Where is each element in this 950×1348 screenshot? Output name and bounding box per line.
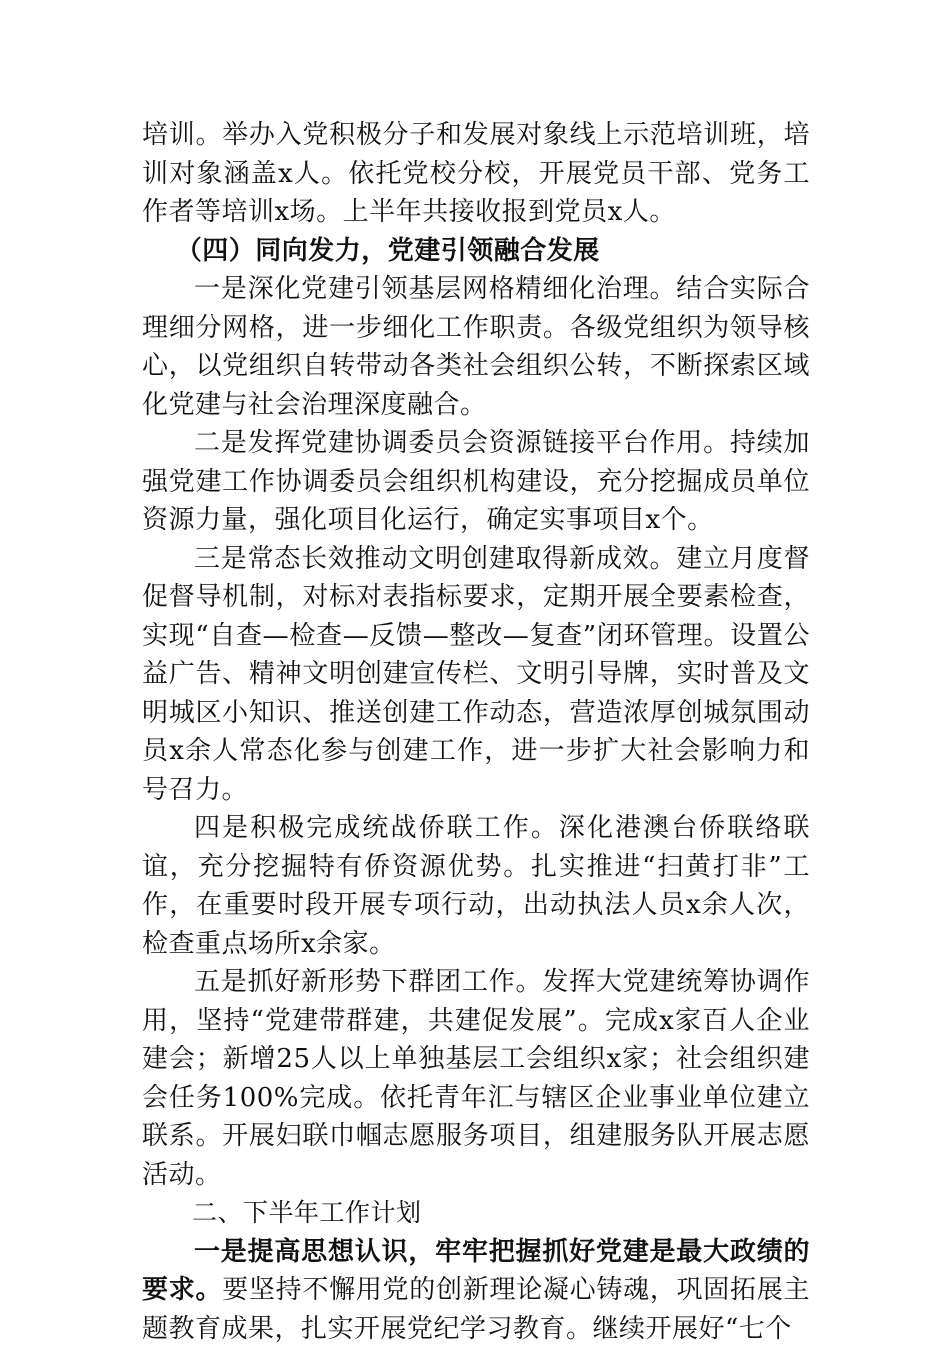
paragraph-civilization-creation: 三是常态长效推动文明创建取得新成效。建立月度督促督导机制，对标对表指标要求，定期开展全要素检查，实现“自查—检查—反馈—整改—复查”闭环管理。设置公益广告、精神文明创建宣传栏、文明引导牌，实时普及文明城区小知识、推送创建工作动态，营造浓厚创城氛围动员x余人常态化参与创建工作，进一步扩大社会影响力和号召力。 [142,540,810,810]
section-heading-four: （四）同向发力，党建引领融合发展 [142,232,810,271]
section-heading-plan: 二、下半年工作计划 [142,1194,810,1233]
paragraph-united-front: 四是积极完成统战侨联工作。深化港澳台侨联络联谊，充分挖掘特有侨资源优势。扎实推进“扫黄打非”工作，在重要时段开展专项行动，出动执法人员x余人次，检查重点场所x余家。 [142,809,810,963]
paragraph-coordination-committee: 二是发挥党建协调委员会资源链接平台作用。持续加强党建工作协调委员会组织机构建设，充分挖掘成员单位资源力量，强化项目化运行，确定实事项目x个。 [142,424,810,540]
paragraph-training: 培训。举办入党积极分子和发展对象线上示范培训班，培训对象涵盖x人。依托党校分校，开展党员干部、党务工作者等培训x场。上半年共接收报到党员x人。 [142,116,810,232]
paragraph-lead-sentence: 一是提高思想认识，牢牢把握抓好党建是最大政绩的要求。 [142,1237,810,1306]
paragraph-grid-governance: 一是深化党建引领基层网格精细化治理。结合实际合理细分网格，进一步细化工作职责。各级党组织为领导核心，以党组织自转带动各类社会组织公转，不断探索区域化党建与社会治理深度融合。 [142,270,810,424]
paragraph-body-text: 要坚持不懈用党的创新理论凝心铸魂，巩固拓展主题教育成果，扎实开展党纪学习教育。继续开展好“七个 [142,1275,810,1344]
paragraph-mass-organizations: 五是抓好新形势下群团工作。发挥大党建统筹协调作用，坚持“党建带群建，共建促发展”。完成x家百人企业建会；新增25人以上单独基层工会组织x家；社会组织建会任务100%完成。依托青年汇与辖区企业事业单位建立联系。开展妇联巾帼志愿服务项目，组建服务队开展志愿活动。 [142,963,810,1194]
paragraph-ideological-awareness [142,1233,810,1348]
document-body [142,116,810,1348]
